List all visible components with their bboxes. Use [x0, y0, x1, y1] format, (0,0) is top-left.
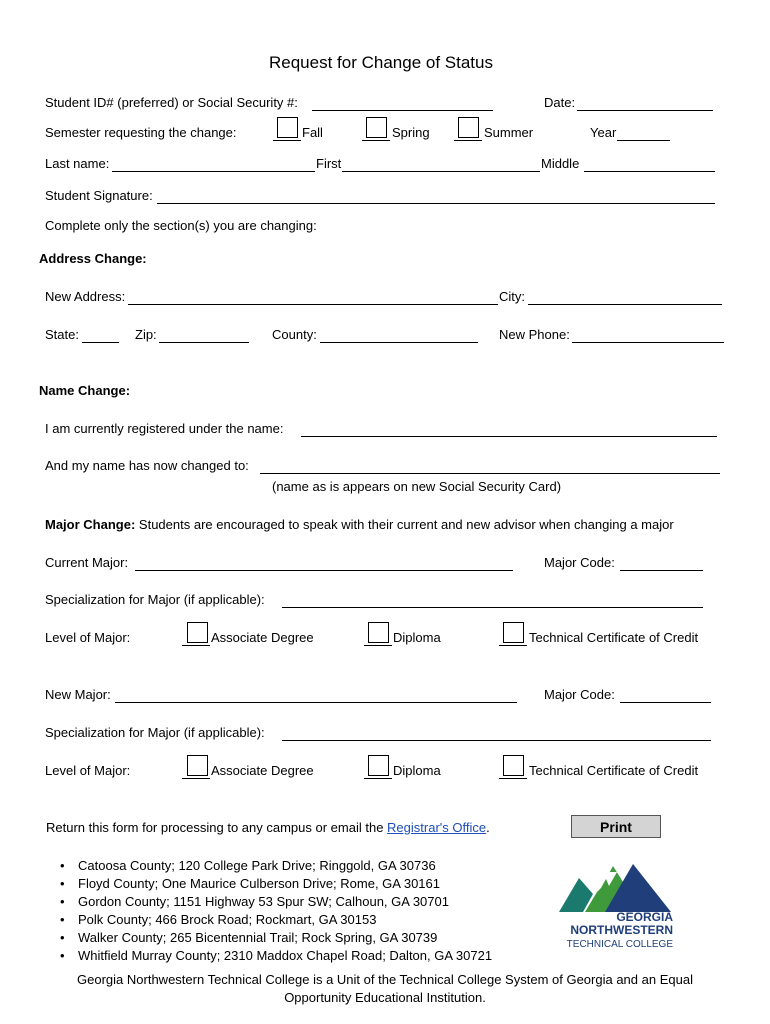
summer-underline	[454, 140, 482, 141]
new-diploma-label: Diploma	[393, 763, 441, 778]
college-logo	[555, 858, 675, 953]
date-label: Date:	[544, 95, 576, 110]
new-address-label: New Address:	[45, 289, 126, 304]
summer-checkbox[interactable]	[458, 117, 479, 138]
new-name-label: And my name has now changed to:	[45, 458, 249, 473]
current-associate-underline	[182, 645, 210, 646]
last-name-label: Last name:	[45, 156, 110, 171]
spring-underline	[362, 140, 390, 141]
city-label: City:	[499, 289, 525, 304]
student-id-field[interactable]	[312, 110, 493, 111]
new-address-field[interactable]	[128, 304, 498, 305]
year-label: Year	[590, 125, 617, 140]
current-associate-label: Associate Degree	[211, 630, 314, 645]
signature-label: Student Signature:	[45, 188, 153, 203]
fall-underline	[273, 140, 301, 141]
footer-line2: Opportunity Educational Institution.	[284, 990, 486, 1005]
logo-line1: GEORGIA	[616, 910, 673, 924]
state-label: State:	[45, 327, 79, 342]
current-tcc-underline	[499, 645, 527, 646]
instructions-text: Complete only the section(s) you are changing:	[45, 218, 317, 233]
logo-mark-icon	[555, 858, 675, 953]
new-associate-underline	[182, 778, 210, 779]
new-major-code-field[interactable]	[620, 702, 711, 703]
current-specialization-label: Specialization for Major (if applicable):	[45, 592, 265, 607]
zip-field[interactable]	[159, 342, 249, 343]
new-diploma-checkbox[interactable]	[368, 755, 389, 776]
spring-label: Spring	[392, 125, 430, 140]
campus-list	[60, 857, 492, 965]
name-change-note: (name as is appears on new Social Security Card)	[272, 479, 562, 494]
current-major-field[interactable]	[135, 570, 513, 571]
new-tcc-checkbox[interactable]	[503, 755, 524, 776]
current-level-label: Level of Major:	[45, 630, 131, 645]
current-diploma-label: Diploma	[393, 630, 441, 645]
address-change-heading: Address Change:	[39, 251, 147, 266]
campus-item: • Catoosa County; 120 College Park Drive; Ringgold, GA 30736	[60, 857, 492, 875]
new-name-field[interactable]	[260, 473, 720, 474]
current-diploma-underline	[364, 645, 392, 646]
logo-line2: NORTHWESTERN	[570, 923, 673, 937]
last-name-field[interactable]	[112, 171, 315, 172]
current-tcc-label: Technical Certificate of Credit	[529, 630, 699, 645]
new-tcc-underline	[499, 778, 527, 779]
campus-item: • Gordon County; 1151 Highway 53 Spur SW; Calhoun, GA 30701	[60, 893, 492, 911]
campus-item: • Floyd County; One Maurice Culberson Drive; Rome, GA 30161	[60, 875, 492, 893]
current-specialization-field[interactable]	[282, 607, 703, 608]
semester-label: Semester requesting the change:	[45, 125, 237, 140]
new-specialization-label: Specialization for Major (if applicable):	[45, 725, 265, 740]
registrar-office-link[interactable]: Registrar's Office	[387, 820, 487, 835]
county-label: County:	[272, 327, 317, 342]
current-name-field[interactable]	[301, 436, 717, 437]
fall-label: Fall	[302, 125, 323, 140]
major-change-note: Students are encouraged to speak with their current and new advisor when changing a major	[135, 517, 674, 532]
campus-item: • Polk County; 466 Brock Road; Rockmart, GA 30153	[60, 911, 492, 929]
spring-checkbox[interactable]	[366, 117, 387, 138]
major-change-heading: Major Change:	[45, 517, 136, 532]
new-associate-checkbox[interactable]	[187, 755, 208, 776]
new-specialization-field[interactable]	[282, 740, 711, 741]
year-field[interactable]	[617, 140, 670, 141]
new-level-label: Level of Major:	[45, 763, 131, 778]
footer-line1: Georgia Northwestern Technical College is a Unit of the Technical College System of Georgia and an Equal	[77, 972, 693, 987]
page-title: Request for Change of Status	[269, 53, 493, 72]
middle-name-field[interactable]	[584, 171, 715, 172]
current-major-label: Current Major:	[45, 555, 129, 570]
return-text: Return this form for processing to any campus or email the	[46, 820, 388, 835]
major-change-intro	[45, 517, 674, 533]
first-name-label: First	[316, 156, 342, 171]
current-major-code-label: Major Code:	[544, 555, 615, 570]
print-button[interactable]: Print	[571, 815, 661, 838]
current-name-label: I am currently registered under the name:	[45, 421, 284, 436]
state-field[interactable]	[82, 342, 119, 343]
middle-name-label: Middle	[541, 156, 580, 171]
new-major-field[interactable]	[115, 702, 517, 703]
new-major-code-label: Major Code:	[544, 687, 615, 702]
signature-field[interactable]	[157, 203, 715, 204]
new-phone-label: New Phone:	[499, 327, 570, 342]
footer	[40, 971, 730, 1007]
new-diploma-underline	[364, 778, 392, 779]
new-tcc-label: Technical Certificate of Credit	[529, 763, 699, 778]
current-associate-checkbox[interactable]	[187, 622, 208, 643]
return-period: .	[486, 820, 490, 835]
city-field[interactable]	[528, 304, 722, 305]
student-id-label: Student ID# (preferred) or Social Security #:	[45, 95, 298, 110]
date-field[interactable]	[577, 110, 713, 111]
current-diploma-checkbox[interactable]	[368, 622, 389, 643]
zip-label: Zip:	[135, 327, 157, 342]
new-associate-label: Associate Degree	[211, 763, 314, 778]
summer-label: Summer	[484, 125, 534, 140]
fall-checkbox[interactable]	[277, 117, 298, 138]
name-change-heading: Name Change:	[39, 383, 131, 398]
logo-line3: TECHNICAL COLLEGE	[566, 939, 673, 950]
first-name-field[interactable]	[342, 171, 540, 172]
current-major-code-field[interactable]	[620, 570, 703, 571]
campus-item: • Walker County; 265 Bicentennial Trail; Rock Spring, GA 30739	[60, 929, 492, 947]
new-phone-field[interactable]	[572, 342, 724, 343]
return-instructions	[46, 820, 490, 836]
current-tcc-checkbox[interactable]	[503, 622, 524, 643]
campus-item: • Whitfield Murray County; 2310 Maddox Chapel Road; Dalton, GA 30721	[60, 947, 492, 965]
new-major-label: New Major:	[45, 687, 111, 702]
county-field[interactable]	[320, 342, 478, 343]
